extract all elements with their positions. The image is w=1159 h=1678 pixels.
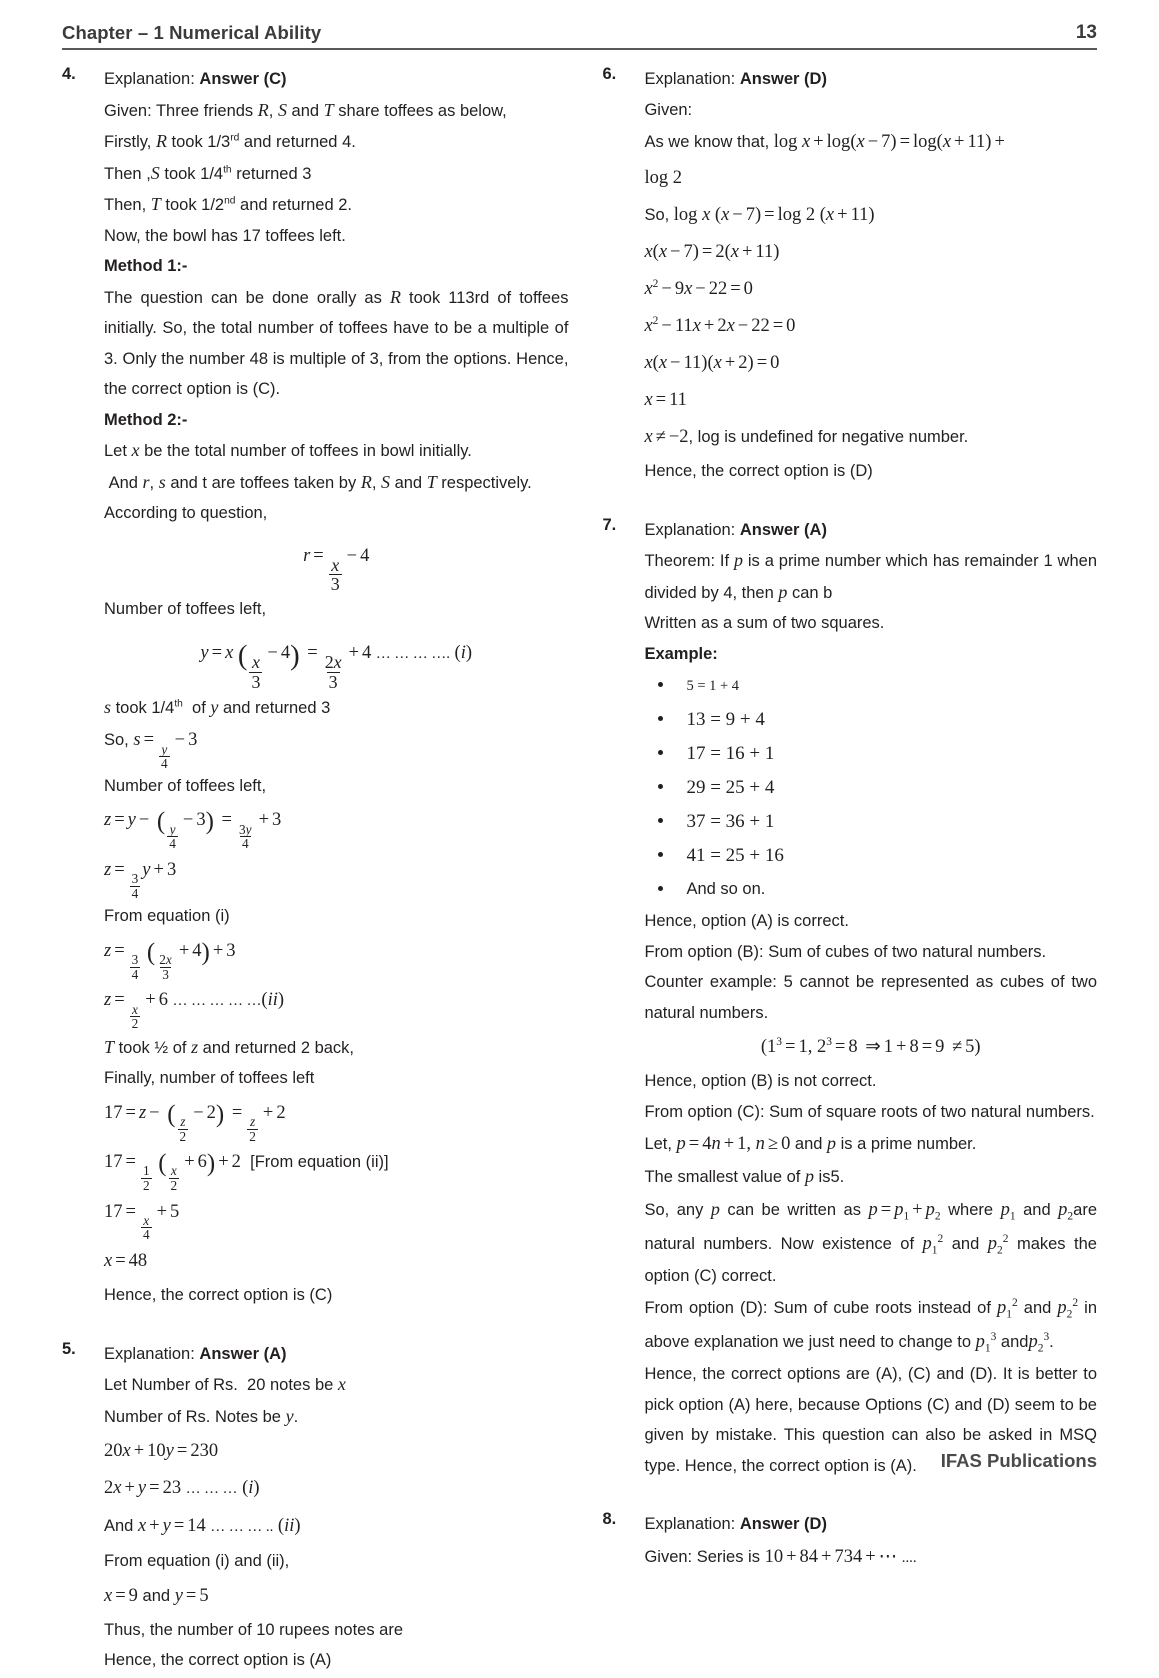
bullet-dot-icon	[658, 716, 663, 721]
list-item	[644, 873, 1097, 906]
question-body-5	[104, 1339, 568, 1676]
q4-then-s: Then ,S took 1/4th returned 3	[104, 162, 312, 183]
list-item	[644, 703, 1097, 737]
explanation-label-7: Explanation:	[644, 520, 736, 539]
question-block-7	[602, 515, 1097, 1482]
q4-method1-body: The question can be done orally as R took 113rd of toffees initially. So, the total number of toffees have to be a multiple of 3. Only the number 48 is multiple of 3, from the options. Hence, the correct option is (C).	[104, 286, 569, 398]
example-value: And so on.	[686, 880, 766, 898]
example-value: 17 = 16 + 1	[686, 743, 775, 764]
answer-label-6: Answer (D)	[739, 70, 827, 88]
q6-q7-spacer	[602, 489, 1097, 515]
q7-let-p: Let, p = 4n + 1, n ≥ 0 and p is a prime number.	[644, 1133, 977, 1154]
q4-finally: Finally, number of toffees left	[104, 1069, 315, 1088]
q7-counter-eq: ($1^3 = 1$, $2^3 = 8$ ⇒ 1 + 8 = 9 ≠ 5)	[760, 1035, 981, 1057]
question-body-4	[104, 64, 568, 1311]
explanation-header-8	[644, 1509, 1097, 1540]
list-item	[644, 669, 1097, 703]
footer-publisher: IFAS Publications	[940, 1450, 1097, 1471]
q6-given: Given:	[644, 100, 693, 119]
q4-and-rst: And r, s and t are toffees taken by R, S and T respectively.	[104, 471, 532, 492]
page-number: 13	[1075, 22, 1097, 43]
question-number-6: 6.	[602, 65, 617, 83]
explanation-header-6	[644, 64, 1097, 95]
q7-from-d: From option (D): Sum of cube roots instead of $p_1^2$ and $p_2^2$ in above explanation we just need to change to $p_1^3$ andp$_2^3$.	[644, 1296, 1097, 1355]
explanation-label-5: Explanation:	[104, 1344, 195, 1363]
q6-e3: $x^2 - 11x + 2x - 22 = 0$	[644, 314, 796, 336]
q4-num-left-1: Number of toffees left,	[104, 600, 267, 619]
q7-so-any: So, any p can be written as $p = p_1 + p_2$ where $p_1$ and $p_2are$ natural numbers. Now existence of $p_1^2$ and $p_2^2$ makes the option (C) correct.	[644, 1198, 1098, 1285]
q5-eq2: 2x + y = 23 … … … (i)	[104, 1478, 260, 1499]
q8-given: Given: Series is 10 + 84 + 734 + ⋯ ....	[644, 1546, 917, 1567]
q6-e2: $x^2 - 9x - 22 = 0$	[644, 277, 753, 299]
bullet-dot-icon	[658, 682, 663, 687]
q6-e1: x(x − 7) = 2(x + 11)	[644, 242, 780, 262]
explanation-header-4	[104, 64, 568, 95]
list-item	[644, 839, 1097, 873]
q7-from-c: From option (C): Sum of square roots of two natural numbers.	[644, 1102, 1095, 1121]
q5-from: From equation (i) and (ii),	[104, 1552, 290, 1571]
right-column	[602, 64, 1097, 1678]
explanation-label-8: Explanation:	[644, 1515, 736, 1533]
explanation-header-7	[644, 515, 1097, 546]
q6-e6: x ≠ −2, log is undefined for negative number.	[644, 427, 969, 447]
q4-from-eq-i: From equation (i)	[104, 907, 230, 926]
q7-hence-a: Hence, option (A) is correct.	[644, 912, 849, 930]
q6-e5: x = 11	[644, 390, 687, 410]
answer-label-7: Answer (A)	[739, 520, 827, 539]
bullet-dot-icon	[658, 886, 663, 891]
q6-log2: log 2	[644, 168, 682, 188]
q7-from-b: From option (B): Sum of cubes of two natural numbers.	[644, 942, 1047, 961]
q4-eq-z4: z = $\frac{x}{2}$ + 6 … … … … …(ii)	[104, 990, 285, 1032]
q7-example-head: Example:	[644, 644, 718, 663]
q4-num-left-2: Number of toffees left,	[104, 776, 267, 795]
q4-eq-x48: x = 48	[104, 1251, 148, 1272]
left-column	[62, 64, 568, 1678]
q4-eq-z3: z = $\frac{3}{4}$ ( $\frac{2x}{3}$ + 4) + 3	[104, 938, 236, 982]
q4-method2-head: Method 2:-	[104, 410, 188, 429]
q4-eq-r: r = $\frac{x}{3}$ − 4	[303, 545, 370, 595]
example-value: 5 = 1 + 4	[686, 678, 740, 694]
example-value: 41 = 25 + 16	[686, 845, 784, 866]
q7-q8-spacer	[602, 1483, 1097, 1509]
q4-eq-17a: 17 = z − ( $\frac{z}{2}$ − 2) = $\frac{z}{2}$ + 2	[104, 1100, 286, 1144]
q7-theorem: Theorem: If p is a prime number which has remainder 1 when divided by 4, then p can b	[644, 550, 1097, 602]
q4-eq-z2: z = $\frac{3}{4}$ y + 3	[104, 859, 177, 901]
q5-sol: x = 9 and y = 5	[104, 1585, 209, 1606]
q4-firstly: Firstly, R took 1/3rd and returned 4.	[104, 131, 356, 151]
q5-hence: Hence, the correct option is (A)	[104, 1651, 332, 1670]
bullet-dot-icon	[658, 750, 663, 755]
answer-label-4: Answer (C)	[199, 70, 287, 88]
q4-eq-y: y = x ( $\frac{x}{3}$ − 4) = $\frac{2x}{3}$ + 4 … … … …. (i)	[200, 639, 473, 692]
q5-let20: Let Number of Rs. 20 notes be x	[104, 1374, 346, 1395]
q5-eq3: And x + y = 14 … … … .. (ii)	[104, 1516, 301, 1537]
explanation-label-6: Explanation:	[644, 70, 736, 88]
q4-eq-s: So, s = $\frac{y}{4}$ − 3	[104, 730, 198, 772]
q6-as-we-know: As we know that, log x + log(x − 7) = log(x + 11) +	[644, 132, 1005, 152]
q7-hence-b: Hence, option (B) is not correct.	[644, 1072, 877, 1090]
q4-given: Given: Three friends R, S and T share toffees as below,	[104, 99, 507, 120]
explanation-header-5	[104, 1339, 568, 1370]
q6-e4: x(x − 11)(x + 2) = 0	[644, 353, 780, 373]
q4-eq-17c: 17 = $\frac{x}{4}$ + 5	[104, 1201, 180, 1243]
q4-q5-spacer	[62, 1313, 568, 1339]
q4-t-took: T took ½ of z and returned 2 back,	[104, 1036, 355, 1057]
q6-so-log: So, log x (x − 7) = log 2 (x + 11)	[644, 205, 875, 225]
question-block-6	[602, 64, 1097, 487]
chapter-title: Chapter – 1 Numerical Ability	[62, 22, 322, 43]
q4-according: According to question,	[104, 504, 268, 522]
q4-let-x: Let x be the total number of toffees in bowl initially.	[104, 440, 472, 460]
q4-then-t: Then, T took 1/2nd and returned 2.	[104, 194, 352, 214]
page-header	[62, 22, 1097, 50]
question-number-8: 8.	[602, 1510, 617, 1528]
q7-smallest: The smallest value of p is5.	[644, 1166, 845, 1186]
bullet-dot-icon	[658, 818, 663, 823]
question-number-7: 7.	[602, 515, 617, 534]
q5-eq1: 20x + 10y = 230	[104, 1441, 219, 1462]
question-block-4	[62, 64, 568, 1311]
bullet-dot-icon	[658, 784, 663, 789]
q5-letnotes: Number of Rs. Notes be y.	[104, 1405, 299, 1426]
q7-counter: Counter example: 5 cannot be represented as cubes of two natural numbers.	[644, 973, 1097, 1022]
q4-s-took: s took 1/4th of y and returned 3	[104, 696, 331, 717]
q6-hence: Hence, the correct option is (D)	[644, 462, 873, 480]
q7-example-list	[644, 669, 1097, 906]
question-body-6	[644, 64, 1097, 487]
question-block-8	[602, 1509, 1097, 1575]
question-body-8	[644, 1509, 1097, 1575]
answer-label-8: Answer (D)	[739, 1515, 827, 1533]
example-value: 13 = 9 + 4	[686, 709, 765, 730]
question-block-5	[62, 1339, 568, 1676]
two-column-body	[62, 64, 1097, 1678]
example-value: 29 = 25 + 4	[686, 777, 775, 798]
question-body-7	[644, 515, 1097, 1482]
question-number-4: 4.	[62, 65, 76, 83]
q4-eq-z1: z = y − ( $\frac{y}{4}$ − 3) = $\frac{3y}{4}$ + 3	[104, 808, 282, 852]
bullet-dot-icon	[658, 852, 663, 857]
answer-label-5: Answer (A)	[199, 1344, 287, 1363]
explanation-label-4: Explanation:	[104, 70, 195, 88]
q4-hence: Hence, the correct option is (C)	[104, 1286, 333, 1305]
q4-eq-17b: 17 = $\frac{1}{2}$ ( $\frac{x}{2}$ + 6) + 2 [From equation (ii)]	[104, 1150, 389, 1194]
list-item	[644, 805, 1097, 839]
q7-written: Written as a sum of two squares.	[644, 614, 885, 632]
list-item	[644, 737, 1097, 771]
q4-method1-head: Method 1:-	[104, 257, 188, 275]
q7-hence-final: Hence, the correct options are (A), (C) and (D). It is better to pick option (A) here, because Options (C) and (D) seem to be given by mistake. This question can also be asked in MSQ type. Hence, the correct option is (A).	[644, 1365, 1097, 1475]
q4-now: Now, the bowl has 17 toffees left.	[104, 226, 346, 245]
example-value: 37 = 36 + 1	[686, 811, 775, 832]
q5-thus: Thus, the number of 10 rupees notes are	[104, 1620, 404, 1639]
list-item	[644, 771, 1097, 805]
question-number-5: 5.	[62, 1339, 76, 1358]
